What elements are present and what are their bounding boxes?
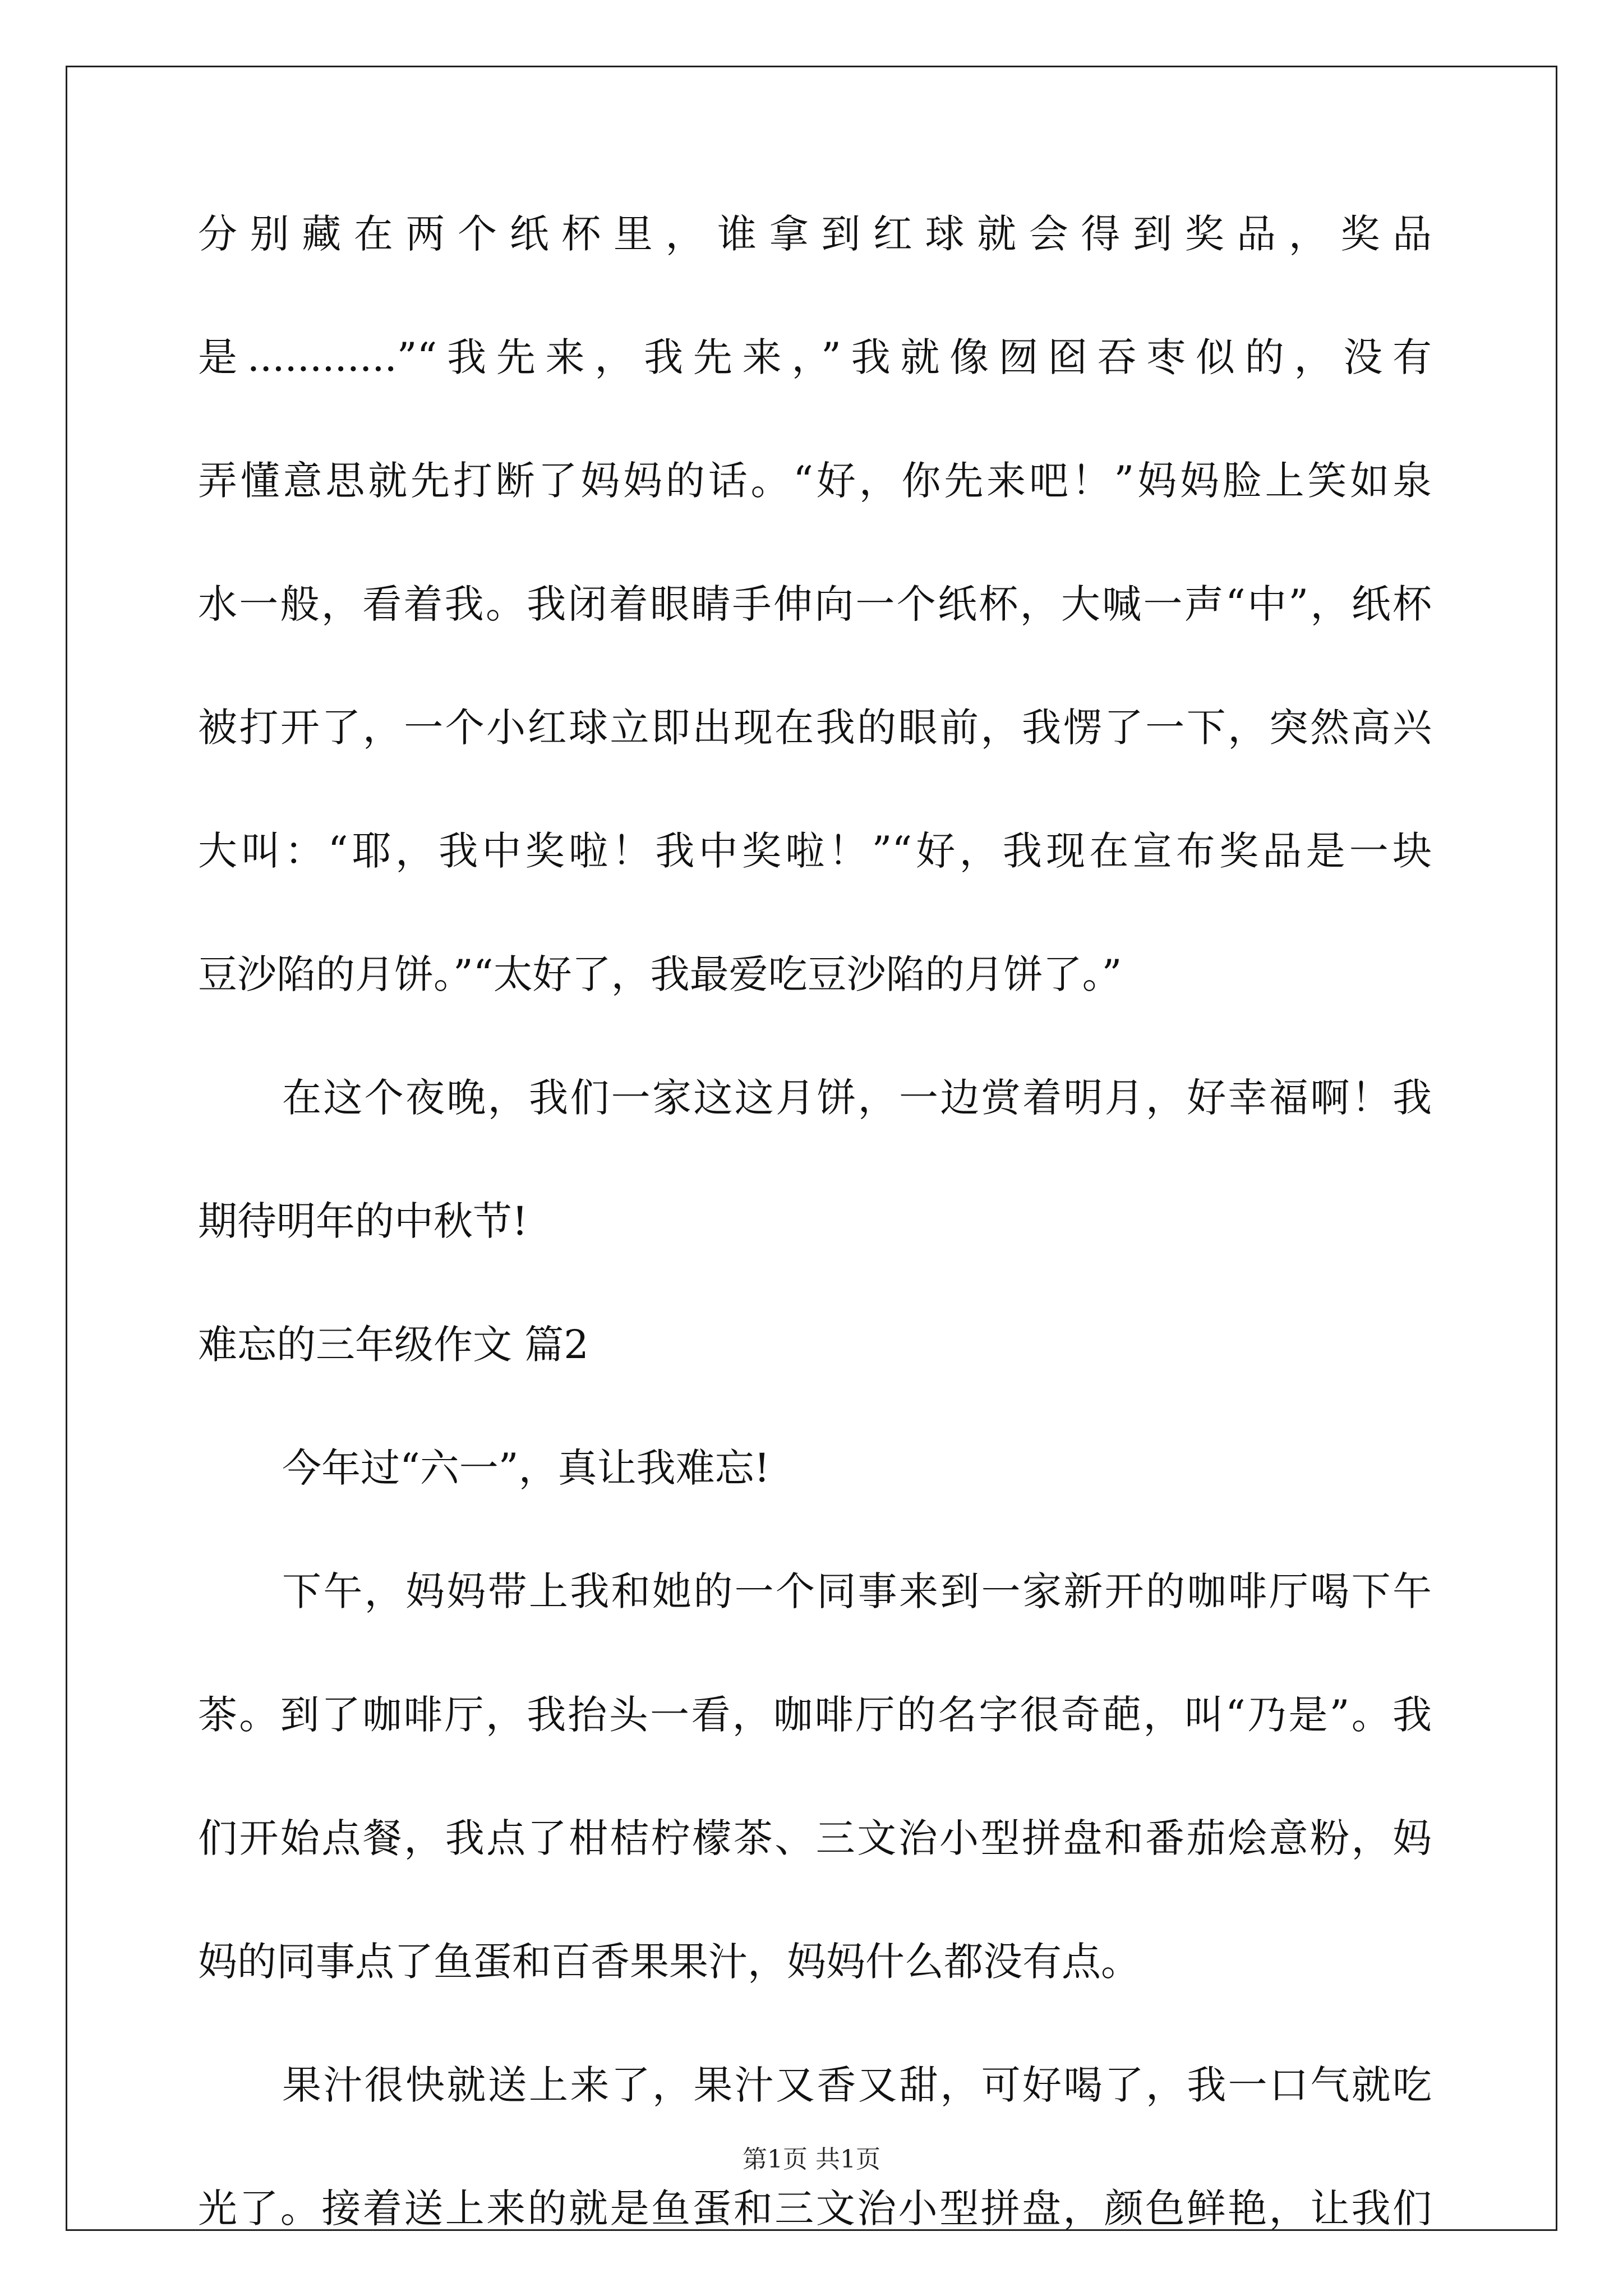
body-line: 大叫：“耶，我中奖啦！我中奖啦！”“好，我现在宣布奖品是一块	[198, 828, 1432, 874]
body-line: 分别藏在两个纸杯里，谁拿到红球就会得到奖品，奖品	[198, 211, 1432, 257]
body-line: 光了。接着送上来的就是鱼蛋和三文治小型拼盘，颜色鲜艳，让我们	[198, 2185, 1432, 2231]
paragraph-first-line: 在这个夜晚，我们一家这这月饼，一边赏着明月，好幸福啊！我	[282, 1075, 1432, 1121]
paragraph-first-line: 果汁很快就送上来了，果汁又香又甜，可好喝了，我一口气就吃	[282, 2062, 1432, 2108]
page-footer: 第1页 共1页	[743, 2145, 880, 2174]
section-heading: 难忘的三年级作文 篇2	[198, 1322, 589, 1368]
body-line: 妈的同事点了鱼蛋和百香果果汁，妈妈什么都没有点。	[198, 1939, 1140, 1985]
body-line: 们开始点餐，我点了柑桔柠檬茶、三文治小型拼盘和番茄烩意粉，妈	[198, 1815, 1432, 1861]
paragraph-first-line: 今年过“六一”，真让我难忘!	[282, 1445, 770, 1491]
body-line: 期待明年的中秋节!	[198, 1198, 528, 1244]
body-line: 弄懂意思就先打断了妈妈的话。“好，你先来吧！”妈妈脸上笑如泉	[198, 458, 1432, 504]
body-line: 茶。到了咖啡厅，我抬头一看，咖啡厅的名字很奇葩，叫“乃是”。我	[198, 1692, 1432, 1738]
page-border	[66, 66, 1557, 2231]
body-line: 水一般，看着我。我闭着眼睛手伸向一个纸杯，大喊一声“中”，纸杯	[198, 581, 1432, 627]
body-line: 是............”“我先来，我先来，”我就像囫囵吞枣似的，没有	[198, 334, 1432, 380]
body-line: 豆沙陷的月饼。”“太好了，我最爱吃豆沙陷的月饼了。”	[198, 951, 1122, 997]
paragraph-first-line: 下午，妈妈带上我和她的一个同事来到一家新开的咖啡厅喝下午	[282, 1568, 1432, 1614]
body-line: 被打开了，一个小红球立即出现在我的眼前，我愣了一下，突然高兴	[198, 705, 1432, 751]
